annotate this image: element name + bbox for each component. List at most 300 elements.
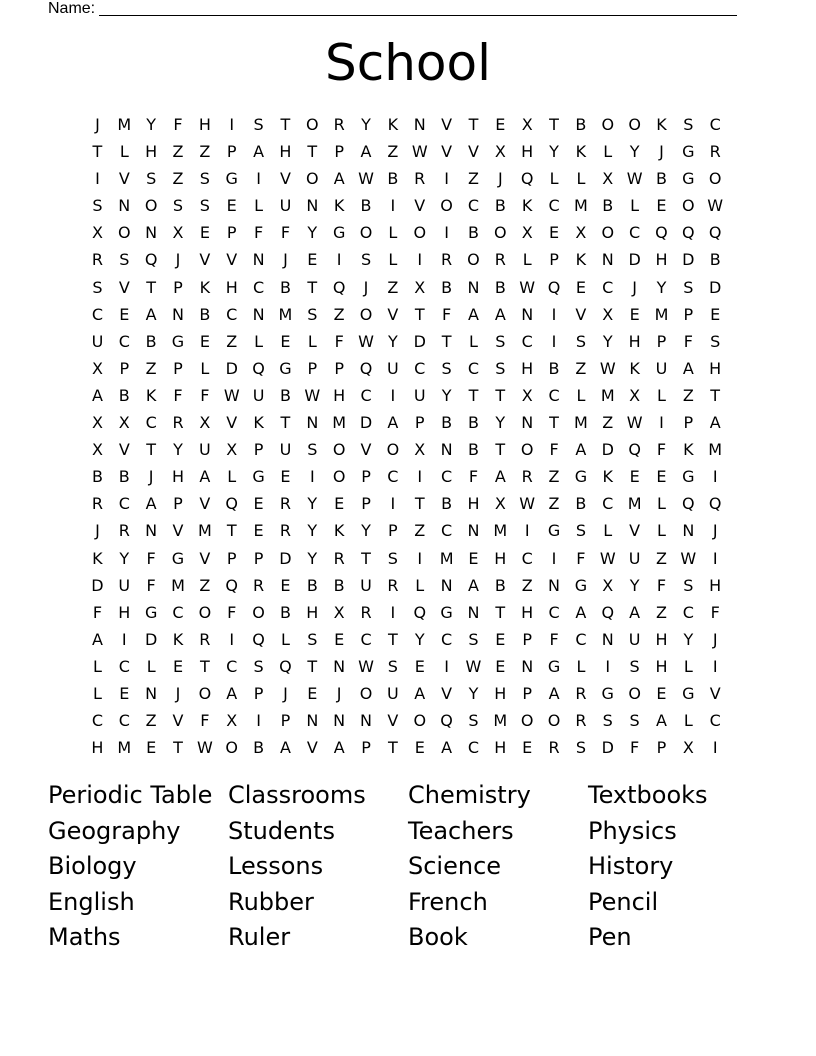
- grid-letter[interactable]: N: [360, 711, 372, 731]
- grid-letter[interactable]: S: [710, 331, 721, 351]
- grid-letter[interactable]: Y: [307, 223, 318, 243]
- grid-letter[interactable]: N: [252, 304, 265, 324]
- grid-letter[interactable]: P: [414, 413, 425, 433]
- grid-letter[interactable]: R: [494, 250, 506, 270]
- grid-letter[interactable]: E: [468, 548, 479, 568]
- grid-letter[interactable]: C: [602, 494, 614, 514]
- grid-letter[interactable]: D: [144, 629, 158, 649]
- grid-letter[interactable]: C: [548, 602, 560, 622]
- grid-letter[interactable]: D: [628, 250, 641, 270]
- grid-letter[interactable]: Y: [495, 413, 506, 433]
- grid-letter[interactable]: U: [628, 629, 641, 649]
- grid-letter[interactable]: L: [146, 656, 156, 676]
- grid-letter[interactable]: G: [144, 602, 158, 622]
- grid-letter[interactable]: A: [279, 738, 291, 758]
- grid-letter[interactable]: J: [659, 142, 664, 162]
- grid-letter[interactable]: D: [91, 575, 104, 595]
- grid-letter[interactable]: L: [657, 521, 666, 541]
- grid-letter[interactable]: P: [656, 738, 667, 758]
- grid-letter[interactable]: W: [304, 385, 321, 405]
- grid-letter[interactable]: J: [95, 521, 100, 541]
- grid-letter[interactable]: L: [630, 196, 640, 216]
- grid-letter[interactable]: F: [656, 575, 667, 595]
- grid-letter[interactable]: T: [495, 440, 506, 460]
- grid-letter[interactable]: Y: [307, 521, 318, 541]
- grid-letter[interactable]: R: [709, 142, 721, 162]
- grid-letter[interactable]: V: [306, 738, 318, 758]
- grid-letter[interactable]: F: [173, 115, 183, 134]
- grid-letter[interactable]: X: [118, 413, 130, 433]
- grid-letter[interactable]: W: [599, 548, 616, 568]
- grid-letter[interactable]: E: [119, 304, 130, 324]
- grid-letter[interactable]: N: [118, 196, 131, 216]
- grid-letter[interactable]: O: [601, 115, 615, 134]
- grid-letter[interactable]: B: [548, 358, 560, 378]
- grid-letter[interactable]: P: [226, 142, 237, 162]
- grid-letter[interactable]: V: [414, 196, 426, 216]
- grid-letter[interactable]: L: [227, 467, 237, 487]
- grid-letter[interactable]: H: [709, 358, 722, 378]
- grid-letter[interactable]: C: [91, 304, 104, 324]
- grid-letter[interactable]: U: [413, 385, 426, 405]
- grid-letter[interactable]: H: [521, 358, 534, 378]
- grid-letter[interactable]: C: [118, 711, 130, 731]
- grid-letter[interactable]: R: [575, 683, 587, 703]
- grid-letter[interactable]: P: [361, 738, 371, 758]
- grid-letter[interactable]: C: [709, 711, 721, 731]
- grid-letter[interactable]: A: [629, 602, 641, 622]
- grid-letter[interactable]: K: [253, 413, 264, 433]
- grid-letter[interactable]: I: [95, 169, 100, 189]
- grid-letter[interactable]: Q: [708, 494, 722, 514]
- grid-letter[interactable]: L: [92, 656, 102, 676]
- grid-letter[interactable]: C: [360, 385, 372, 405]
- grid-letter[interactable]: E: [280, 575, 291, 595]
- grid-letter[interactable]: G: [279, 358, 292, 378]
- grid-letter[interactable]: Y: [441, 385, 452, 405]
- grid-letter[interactable]: M: [600, 385, 615, 405]
- grid-letter[interactable]: G: [682, 142, 695, 162]
- grid-letter[interactable]: W: [599, 358, 616, 378]
- grid-letter[interactable]: P: [226, 548, 237, 568]
- grid-letter[interactable]: A: [91, 629, 103, 649]
- grid-letter[interactable]: J: [632, 277, 637, 297]
- grid-letter[interactable]: B: [602, 196, 614, 216]
- grid-letter[interactable]: K: [521, 196, 533, 216]
- grid-letter[interactable]: K: [629, 358, 640, 378]
- grid-letter[interactable]: D: [413, 331, 426, 351]
- grid-letter[interactable]: V: [199, 494, 211, 514]
- grid-letter[interactable]: O: [467, 250, 480, 270]
- grid-letter[interactable]: M: [493, 711, 508, 731]
- grid-letter[interactable]: L: [388, 250, 398, 270]
- grid-letter[interactable]: T: [307, 142, 318, 162]
- grid-letter[interactable]: Y: [629, 142, 640, 162]
- grid-letter[interactable]: H: [171, 467, 185, 487]
- grid-letter[interactable]: T: [280, 115, 291, 134]
- grid-letter[interactable]: I: [712, 656, 718, 676]
- grid-letter[interactable]: X: [333, 602, 345, 622]
- grid-letter[interactable]: S: [683, 115, 694, 134]
- grid-letter[interactable]: C: [521, 331, 533, 351]
- grid-letter[interactable]: Y: [549, 142, 559, 162]
- grid-letter[interactable]: S: [441, 358, 452, 378]
- grid-letter[interactable]: Y: [361, 115, 371, 134]
- grid-letter[interactable]: A: [467, 575, 479, 595]
- grid-letter[interactable]: D: [359, 413, 373, 433]
- grid-letter[interactable]: R: [333, 548, 345, 568]
- grid-letter[interactable]: Y: [307, 548, 318, 568]
- grid-letter[interactable]: J: [283, 250, 288, 270]
- grid-letter[interactable]: T: [495, 385, 506, 405]
- grid-letter[interactable]: H: [306, 602, 319, 622]
- grid-letter[interactable]: E: [656, 196, 667, 216]
- grid-letter[interactable]: V: [387, 711, 399, 731]
- grid-letter[interactable]: C: [441, 467, 453, 487]
- grid-letter[interactable]: W: [358, 169, 374, 189]
- grid-letter[interactable]: R: [575, 711, 587, 731]
- grid-letter[interactable]: Z: [387, 142, 399, 162]
- grid-letter[interactable]: S: [360, 250, 372, 270]
- grid-letter[interactable]: Q: [225, 494, 239, 514]
- grid-letter[interactable]: F: [683, 331, 693, 351]
- grid-letter[interactable]: U: [279, 440, 292, 460]
- grid-letter[interactable]: P: [334, 142, 344, 162]
- grid-letter[interactable]: U: [360, 575, 372, 595]
- grid-letter[interactable]: A: [441, 738, 453, 758]
- grid-letter[interactable]: N: [467, 521, 480, 541]
- grid-letter[interactable]: V: [387, 304, 399, 324]
- grid-letter[interactable]: D: [601, 738, 614, 758]
- grid-letter[interactable]: Q: [225, 575, 239, 595]
- grid-letter[interactable]: C: [172, 602, 184, 622]
- grid-letter[interactable]: O: [359, 304, 373, 324]
- grid-letter[interactable]: C: [548, 385, 560, 405]
- grid-letter[interactable]: H: [225, 277, 238, 297]
- grid-letter[interactable]: M: [332, 413, 347, 433]
- grid-letter[interactable]: B: [441, 494, 453, 514]
- grid-letter[interactable]: Q: [520, 169, 534, 189]
- grid-letter[interactable]: B: [494, 196, 506, 216]
- grid-letter[interactable]: T: [361, 548, 371, 568]
- grid-letter[interactable]: F: [656, 440, 667, 460]
- grid-letter[interactable]: L: [683, 656, 693, 676]
- grid-letter[interactable]: I: [229, 115, 235, 134]
- grid-letter[interactable]: F: [227, 602, 237, 622]
- grid-letter[interactable]: X: [602, 169, 614, 189]
- grid-letter[interactable]: C: [467, 358, 480, 378]
- grid-letter[interactable]: I: [551, 548, 557, 568]
- grid-letter[interactable]: E: [414, 738, 425, 758]
- grid-letter[interactable]: U: [252, 385, 265, 405]
- grid-letter[interactable]: Z: [172, 169, 184, 189]
- grid-letter[interactable]: I: [444, 656, 449, 676]
- grid-letter[interactable]: B: [387, 169, 399, 189]
- grid-letter[interactable]: Q: [682, 494, 695, 514]
- grid-letter[interactable]: E: [548, 223, 560, 243]
- grid-letter[interactable]: B: [306, 575, 318, 595]
- grid-letter[interactable]: N: [306, 413, 319, 433]
- grid-letter[interactable]: X: [494, 494, 506, 514]
- grid-letter[interactable]: L: [549, 169, 559, 189]
- grid-letter[interactable]: S: [307, 440, 318, 460]
- grid-letter[interactable]: I: [444, 223, 449, 243]
- grid-letter[interactable]: C: [387, 467, 399, 487]
- grid-letter[interactable]: Z: [521, 575, 533, 595]
- grid-letter[interactable]: T: [387, 629, 398, 649]
- grid-letter[interactable]: O: [359, 683, 373, 703]
- grid-letter[interactable]: S: [172, 196, 184, 216]
- grid-letter[interactable]: I: [309, 467, 315, 487]
- grid-letter[interactable]: P: [522, 629, 532, 649]
- grid-letter[interactable]: U: [118, 575, 131, 595]
- grid-letter[interactable]: Q: [440, 711, 453, 731]
- grid-letter[interactable]: S: [575, 331, 586, 351]
- grid-letter[interactable]: L: [307, 331, 317, 351]
- grid-letter[interactable]: L: [388, 223, 398, 243]
- grid-letter[interactable]: R: [91, 250, 103, 270]
- grid-letter[interactable]: X: [602, 575, 614, 595]
- grid-letter[interactable]: N: [521, 656, 534, 676]
- grid-letter[interactable]: Q: [708, 223, 722, 243]
- grid-letter[interactable]: G: [171, 331, 185, 351]
- grid-letter[interactable]: K: [333, 521, 345, 541]
- grid-letter[interactable]: Y: [361, 521, 371, 541]
- grid-letter[interactable]: A: [360, 142, 372, 162]
- grid-letter[interactable]: B: [575, 115, 587, 134]
- grid-letter[interactable]: B: [467, 223, 479, 243]
- grid-letter[interactable]: R: [521, 467, 533, 487]
- grid-letter[interactable]: J: [336, 683, 342, 703]
- grid-letter[interactable]: X: [682, 738, 694, 758]
- grid-letter[interactable]: F: [576, 548, 586, 568]
- grid-letter[interactable]: N: [682, 521, 695, 541]
- grid-letter[interactable]: A: [682, 358, 694, 378]
- grid-letter[interactable]: X: [575, 223, 587, 243]
- grid-letter[interactable]: E: [334, 629, 345, 649]
- grid-letter[interactable]: L: [657, 494, 666, 514]
- grid-letter[interactable]: P: [280, 711, 291, 731]
- grid-letter[interactable]: E: [656, 467, 667, 487]
- grid-letter[interactable]: C: [467, 196, 480, 216]
- grid-letter[interactable]: B: [118, 385, 130, 405]
- grid-letter[interactable]: A: [226, 683, 238, 703]
- grid-letter[interactable]: Z: [199, 142, 211, 162]
- grid-letter[interactable]: I: [417, 250, 423, 270]
- grid-letter[interactable]: N: [521, 413, 534, 433]
- grid-letter[interactable]: V: [441, 115, 453, 134]
- grid-letter[interactable]: P: [226, 223, 237, 243]
- grid-letter[interactable]: Y: [146, 115, 157, 134]
- grid-letter[interactable]: O: [494, 223, 507, 243]
- grid-letter[interactable]: G: [252, 467, 265, 487]
- grid-letter[interactable]: M: [573, 196, 588, 216]
- grid-letter[interactable]: H: [655, 250, 668, 270]
- grid-letter[interactable]: V: [441, 683, 453, 703]
- grid-letter[interactable]: Z: [467, 169, 479, 189]
- grid-letter[interactable]: T: [280, 413, 291, 433]
- grid-letter[interactable]: P: [173, 494, 183, 514]
- grid-letter[interactable]: I: [417, 548, 423, 568]
- grid-letter[interactable]: I: [605, 656, 611, 676]
- grid-letter[interactable]: Y: [119, 548, 130, 568]
- grid-letter[interactable]: L: [92, 683, 102, 703]
- grid-letter[interactable]: P: [307, 358, 318, 378]
- grid-letter[interactable]: N: [548, 575, 561, 595]
- grid-letter[interactable]: Y: [468, 683, 479, 703]
- grid-letter[interactable]: G: [171, 548, 185, 568]
- grid-letter[interactable]: T: [414, 304, 425, 324]
- grid-letter[interactable]: P: [683, 413, 694, 433]
- grid-letter[interactable]: W: [411, 142, 428, 162]
- grid-letter[interactable]: C: [467, 738, 480, 758]
- grid-letter[interactable]: H: [494, 683, 507, 703]
- grid-letter[interactable]: L: [683, 711, 693, 731]
- grid-letter[interactable]: O: [306, 115, 319, 134]
- grid-letter[interactable]: J: [175, 683, 181, 703]
- grid-letter[interactable]: I: [229, 629, 235, 649]
- grid-letter[interactable]: R: [172, 413, 184, 433]
- grid-letter[interactable]: L: [576, 656, 586, 676]
- grid-letter[interactable]: P: [119, 358, 130, 378]
- grid-letter[interactable]: R: [414, 169, 426, 189]
- grid-letter[interactable]: G: [574, 467, 588, 487]
- grid-letter[interactable]: F: [146, 548, 156, 568]
- grid-letter[interactable]: W: [358, 656, 374, 676]
- grid-letter[interactable]: S: [119, 250, 130, 270]
- grid-letter[interactable]: L: [200, 358, 210, 378]
- grid-letter[interactable]: L: [119, 142, 129, 162]
- grid-letter[interactable]: U: [387, 358, 399, 378]
- grid-letter[interactable]: G: [332, 223, 346, 243]
- grid-letter[interactable]: A: [253, 142, 265, 162]
- grid-letter[interactable]: C: [253, 277, 265, 297]
- grid-letter[interactable]: F: [253, 223, 264, 243]
- grid-letter[interactable]: B: [279, 385, 291, 405]
- grid-letter[interactable]: R: [441, 250, 453, 270]
- grid-letter[interactable]: N: [306, 711, 319, 731]
- grid-letter[interactable]: T: [307, 277, 318, 297]
- grid-letter[interactable]: Q: [547, 277, 561, 297]
- grid-letter[interactable]: R: [118, 521, 130, 541]
- grid-letter[interactable]: S: [307, 629, 318, 649]
- grid-letter[interactable]: R: [387, 575, 399, 595]
- grid-letter[interactable]: E: [307, 250, 318, 270]
- grid-letter[interactable]: B: [145, 331, 157, 351]
- grid-letter[interactable]: T: [468, 385, 479, 405]
- grid-letter[interactable]: N: [521, 304, 534, 324]
- grid-letter[interactable]: B: [467, 413, 479, 433]
- grid-letter[interactable]: X: [226, 711, 238, 731]
- grid-letter[interactable]: A: [333, 738, 345, 758]
- grid-letter[interactable]: C: [91, 711, 104, 731]
- grid-letter[interactable]: M: [493, 521, 508, 541]
- grid-letter[interactable]: Z: [145, 711, 157, 731]
- grid-letter[interactable]: F: [334, 331, 344, 351]
- grid-letter[interactable]: B: [467, 440, 479, 460]
- grid-letter[interactable]: S: [253, 656, 264, 676]
- grid-letter[interactable]: S: [683, 277, 694, 297]
- grid-letter[interactable]: V: [199, 548, 211, 568]
- grid-letter[interactable]: H: [709, 575, 722, 595]
- grid-letter[interactable]: A: [575, 602, 587, 622]
- grid-letter[interactable]: Y: [656, 277, 667, 297]
- grid-letter[interactable]: N: [333, 711, 346, 731]
- grid-letter[interactable]: N: [145, 683, 158, 703]
- grid-letter[interactable]: T: [387, 738, 398, 758]
- grid-letter[interactable]: E: [334, 494, 345, 514]
- grid-letter[interactable]: W: [626, 169, 643, 189]
- grid-letter[interactable]: F: [200, 711, 210, 731]
- grid-letter[interactable]: P: [656, 331, 667, 351]
- grid-letter[interactable]: L: [254, 331, 264, 351]
- grid-letter[interactable]: X: [91, 413, 103, 433]
- grid-letter[interactable]: S: [575, 521, 586, 541]
- grid-letter[interactable]: T: [226, 521, 237, 541]
- grid-letter[interactable]: V: [709, 683, 721, 703]
- grid-letter[interactable]: T: [414, 494, 425, 514]
- grid-letter[interactable]: B: [441, 277, 453, 297]
- grid-letter[interactable]: S: [146, 169, 157, 189]
- grid-letter[interactable]: G: [440, 602, 453, 622]
- grid-letter[interactable]: Z: [333, 304, 345, 324]
- grid-letter[interactable]: T: [146, 440, 157, 460]
- grid-letter[interactable]: F: [549, 440, 559, 460]
- grid-letter[interactable]: Z: [548, 467, 560, 487]
- grid-letter[interactable]: M: [171, 575, 185, 595]
- grid-letter[interactable]: A: [414, 683, 426, 703]
- grid-letter[interactable]: B: [91, 467, 103, 487]
- grid-letter[interactable]: Q: [628, 440, 641, 460]
- grid-letter[interactable]: U: [279, 196, 292, 216]
- grid-letter[interactable]: U: [199, 440, 211, 460]
- grid-letter[interactable]: E: [710, 304, 721, 324]
- grid-letter[interactable]: Z: [655, 602, 667, 622]
- grid-letter[interactable]: Y: [683, 629, 694, 649]
- grid-letter[interactable]: C: [629, 223, 641, 243]
- grid-letter[interactable]: W: [465, 656, 482, 676]
- grid-letter[interactable]: P: [683, 304, 694, 324]
- grid-letter[interactable]: U: [91, 331, 104, 351]
- grid-letter[interactable]: V: [118, 277, 130, 297]
- grid-letter[interactable]: J: [712, 629, 718, 649]
- grid-letter[interactable]: R: [279, 494, 291, 514]
- grid-letter[interactable]: Q: [655, 223, 668, 243]
- grid-letter[interactable]: H: [494, 738, 507, 758]
- grid-letter[interactable]: W: [519, 277, 536, 297]
- grid-letter[interactable]: L: [280, 629, 290, 649]
- grid-letter[interactable]: O: [198, 683, 212, 703]
- grid-letter[interactable]: G: [574, 575, 588, 595]
- grid-letter[interactable]: E: [629, 304, 640, 324]
- grid-letter[interactable]: B: [441, 413, 453, 433]
- grid-letter[interactable]: S: [92, 277, 103, 297]
- grid-letter[interactable]: T: [495, 602, 506, 622]
- grid-letter[interactable]: E: [414, 656, 425, 676]
- grid-letter[interactable]: H: [145, 142, 158, 162]
- grid-letter[interactable]: O: [386, 440, 400, 460]
- grid-letter[interactable]: A: [387, 413, 399, 433]
- grid-letter[interactable]: S: [495, 331, 506, 351]
- grid-letter[interactable]: O: [306, 169, 319, 189]
- grid-letter[interactable]: B: [118, 467, 130, 487]
- grid-letter[interactable]: G: [682, 683, 695, 703]
- grid-letter[interactable]: I: [390, 385, 396, 405]
- grid-letter[interactable]: E: [280, 331, 291, 351]
- grid-letter[interactable]: J: [363, 277, 369, 297]
- grid-letter[interactable]: E: [522, 738, 533, 758]
- grid-letter[interactable]: N: [413, 115, 426, 134]
